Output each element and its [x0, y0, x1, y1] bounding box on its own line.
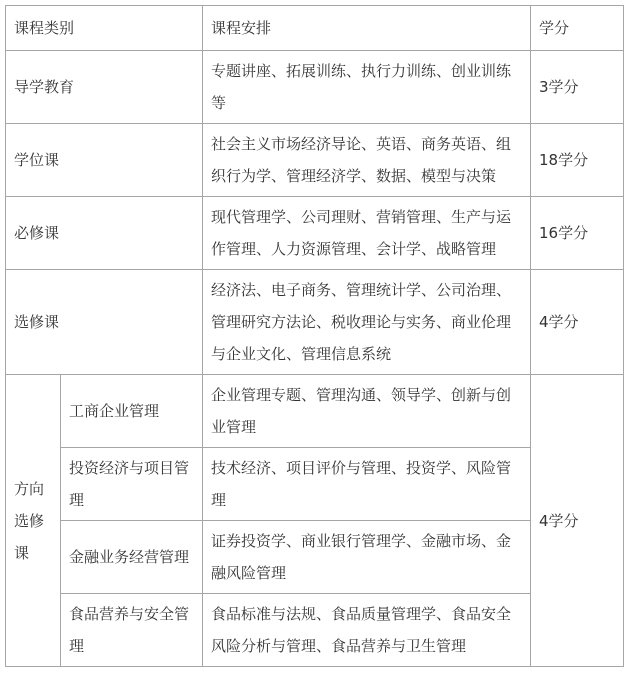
arrangement-cell: 经济法、电子商务、管理统计学、公司治理、管理研究方法论、税收理论与实务、商业伦理与企业文化、管理信息系统 — [203, 270, 531, 375]
table-row — [6, 51, 624, 124]
category-cell: 选修课 — [6, 270, 203, 375]
direction-credits-cell: 4学分 — [531, 375, 624, 667]
table-row — [6, 197, 624, 270]
credits-cell: 18学分 — [531, 124, 624, 197]
header-credits: 学分 — [531, 6, 624, 51]
direction-category-cell: 方向选修课 — [6, 375, 61, 667]
table-row — [6, 270, 624, 375]
category-cell: 导学教育 — [6, 51, 203, 124]
category-cell: 必修课 — [6, 197, 203, 270]
credits-cell: 16学分 — [531, 197, 624, 270]
arrangement-cell: 证券投资学、商业银行管理学、金融市场、金融风险管理 — [203, 521, 531, 594]
credits-cell: 3学分 — [531, 51, 624, 124]
header-row — [6, 6, 624, 51]
category-cell: 学位课 — [6, 124, 203, 197]
header-arrangement: 课程安排 — [203, 6, 531, 51]
arrangement-cell: 技术经济、项目评价与管理、投资学、风险管理 — [203, 448, 531, 521]
direction-name-cell: 食品营养与安全管理 — [61, 594, 203, 667]
arrangement-cell: 专题讲座、拓展训练、执行力训练、创业训练等 — [203, 51, 531, 124]
direction-name-cell: 金融业务经营管理 — [61, 521, 203, 594]
credits-cell: 4学分 — [531, 270, 624, 375]
direction-name-cell: 投资经济与项目管理 — [61, 448, 203, 521]
direction-name-cell: 工商企业管理 — [61, 375, 203, 448]
table-row — [6, 375, 624, 448]
curriculum-table — [5, 5, 624, 667]
table-row — [6, 124, 624, 197]
arrangement-cell: 食品标准与法规、食品质量管理学、食品安全风险分析与管理、食品营养与卫生管理 — [203, 594, 531, 667]
arrangement-cell: 现代管理学、公司理财、营销管理、生产与运作管理、人力资源管理、会计学、战略管理 — [203, 197, 531, 270]
arrangement-cell: 企业管理专题、管理沟通、领导学、创新与创业管理 — [203, 375, 531, 448]
arrangement-cell: 社会主义市场经济导论、英语、商务英语、组织行为学、管理经济学、数据、模型与决策 — [203, 124, 531, 197]
header-category: 课程类别 — [6, 6, 203, 51]
